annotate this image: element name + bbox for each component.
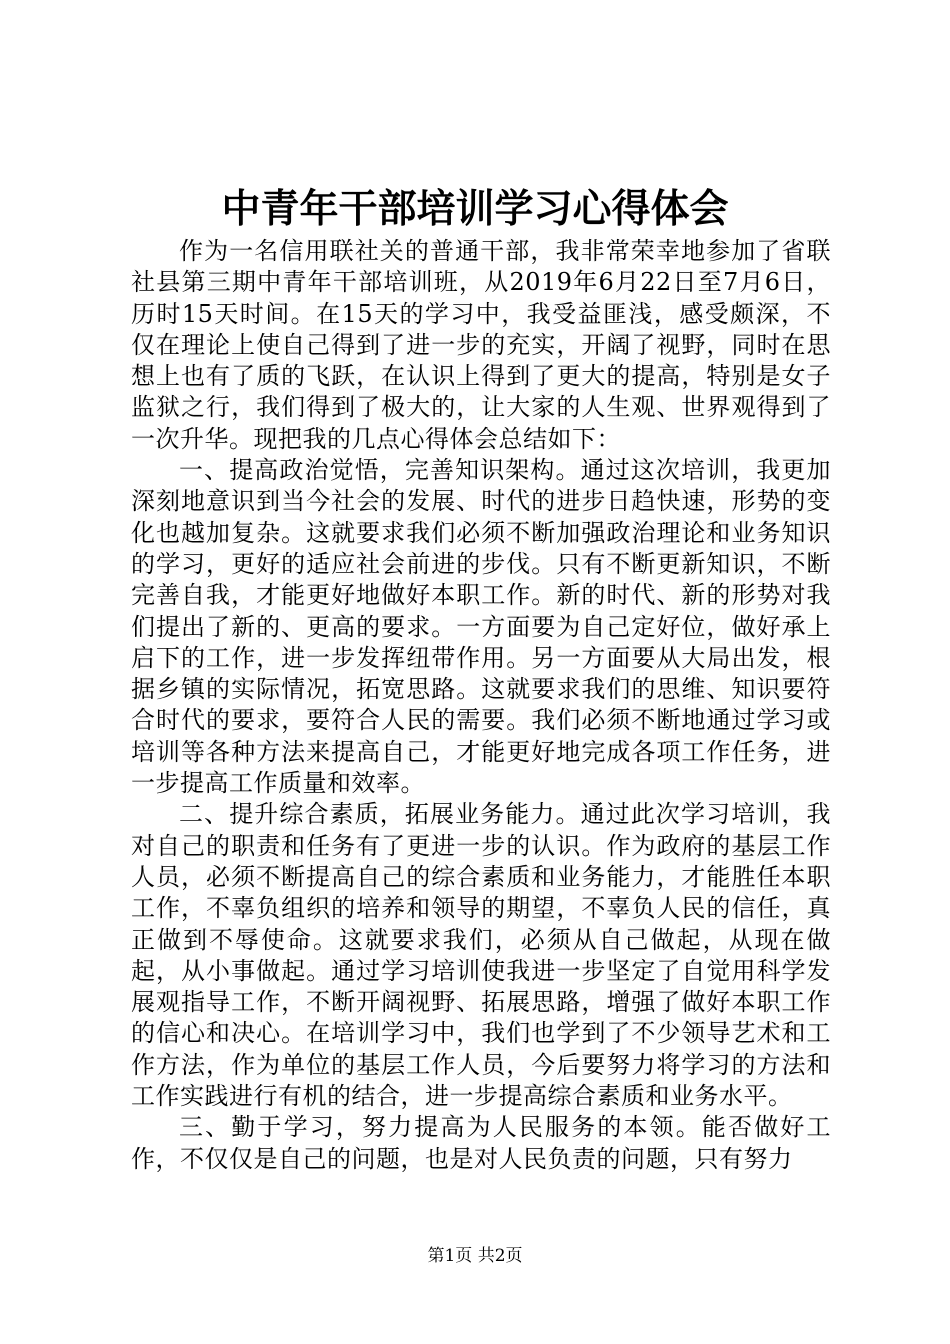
paragraph-section-3: 三、勤于学习，努力提高为人民服务的本领。能否做好工作，不仅仅是自己的问题，也是对人民负责的问题，只有努力 — [131, 1113, 831, 1173]
document-body — [131, 236, 831, 1175]
document-title: 中青年干部培训学习心得体会 — [221, 186, 729, 232]
paragraph-intro: 作为一名信用联社关的普通干部，我非常荣幸地参加了省联社县第三期中青年干部培训班，从2019年6月22日至7月6日，历时15天时间。在15天的学习中，我受益匪浅，感受颇深，不仅在理论上使自己得到了进一步的充实，开阔了视野，同时在思想上也有了质的飞跃，在认识上得到了更大的提高，特别是女子监狱之行，我们得到了极大的，让大家的人生观、世界观得到了一次升华。现把我的几点心得体会总结如下： — [131, 237, 831, 453]
paragraph-section-2: 二、提升综合素质，拓展业务能力。通过此次学习培训，我对自己的职责和任务有了更进一步的认识。作为政府的基层工作人员，必须不断提高自己的综合素质和业务能力，才能胜任本职工作，不辜负组织的培养和领导的期望，不辜负人民的信任，真正做到不辱使命。这就要求我们，必须从自己做起，从现在做起，从小事做起。通过学习培训使我进一步坚定了自觉用科学发展观指导工作，不断开阔视野、拓展思路，增强了做好本职工作的信心和决心。在培训学习中，我们也学到了不少领导艺术和工作方法，作为单位的基层工作人员，今后要努力将学习的方法和工作实践进行有机的结合，进一步提高综合素质和业务水平。 — [131, 800, 831, 1111]
paragraph-section-1: 一、提高政治觉悟，完善知识架构。通过这次培训，我更加深刻地意识到当今社会的发展、时代的进步日趋快速，形势的变化也越加复杂。这就要求我们必须不断加强政治理论和业务知识的学习，更好的适应社会前进的步伐。只有不断更新知识，不断完善自我，才能更好地做好本职工作。新的时代、新的形势对我们提出了新的、更高的要求。一方面要为自己定好位，做好承上启下的工作，进一步发挥纽带作用。另一方面要从大局出发，根据乡镇的实际情况，拓宽思路。这就要求我们的思维、知识要符合时代的要求，要符合人民的需要。我们必须不断地通过学习或培训等各种方法来提高自己，才能更好地完成各项工作任务，进一步提高工作质量和效率。 — [131, 456, 831, 798]
page-number-footer: 第1页 共2页 — [427, 1246, 523, 1266]
